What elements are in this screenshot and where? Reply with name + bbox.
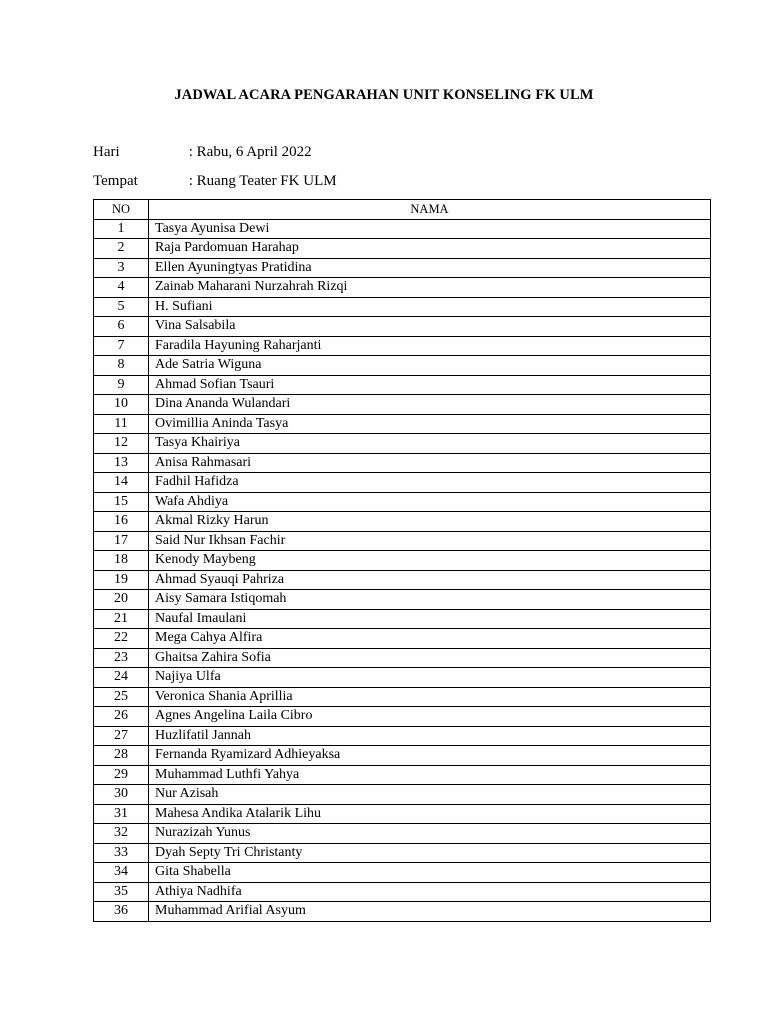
row-name-cell: Wafa Ahdiya (149, 492, 711, 512)
row-name-cell: Ellen Ayuningtyas Pratidina (149, 258, 711, 278)
row-number-cell: 18 (94, 551, 149, 571)
row-name-cell: Ahmad Syauqi Pahriza (149, 570, 711, 590)
row-number-cell: 13 (94, 453, 149, 473)
table-row (94, 765, 711, 785)
table-row (94, 492, 711, 512)
row-number-cell: 25 (94, 687, 149, 707)
row-name-cell: Akmal Rizky Harun (149, 512, 711, 532)
row-number-cell: 36 (94, 902, 149, 922)
row-number-cell: 9 (94, 375, 149, 395)
table-row (94, 531, 711, 551)
row-name-cell: Najiya Ulfa (149, 668, 711, 688)
table-row (94, 687, 711, 707)
table-row (94, 746, 711, 766)
row-number-cell: 2 (94, 239, 149, 259)
table-row (94, 434, 711, 454)
row-number-cell: 11 (94, 414, 149, 434)
row-number-cell: 15 (94, 492, 149, 512)
row-name-cell: Mahesa Andika Atalarik Lihu (149, 804, 711, 824)
row-name-cell: Nur Azisah (149, 785, 711, 805)
row-number-cell: 24 (94, 668, 149, 688)
table-row (94, 629, 711, 649)
row-number-cell: 35 (94, 882, 149, 902)
row-number-cell: 16 (94, 512, 149, 532)
table-row (94, 317, 711, 337)
row-name-cell: Agnes Angelina Laila Cibro (149, 707, 711, 727)
table-row (94, 278, 711, 298)
table-row (94, 590, 711, 610)
table-row (94, 863, 711, 883)
row-number-cell: 3 (94, 258, 149, 278)
row-number-cell: 26 (94, 707, 149, 727)
row-name-cell: Dyah Septy Tri Christanty (149, 843, 711, 863)
tempat-value: : Ruang Teater FK ULM (188, 173, 337, 189)
info-row-tempat (93, 172, 337, 190)
row-number-cell: 21 (94, 609, 149, 629)
row-number-cell: 27 (94, 726, 149, 746)
row-number-cell: 22 (94, 629, 149, 649)
row-number-cell: 23 (94, 648, 149, 668)
row-name-cell: Naufal Imaulani (149, 609, 711, 629)
row-name-cell: Athiya Nadhifa (149, 882, 711, 902)
row-name-cell: Tasya Khairiya (149, 434, 711, 454)
row-name-cell: Vina Salsabila (149, 317, 711, 337)
row-name-cell: Anisa Rahmasari (149, 453, 711, 473)
table-row (94, 609, 711, 629)
row-number-cell: 33 (94, 843, 149, 863)
row-number-cell: 19 (94, 570, 149, 590)
table-body (94, 219, 711, 921)
row-number-cell: 20 (94, 590, 149, 610)
row-number-cell: 12 (94, 434, 149, 454)
row-name-cell: Muhammad Luthfi Yahya (149, 765, 711, 785)
hari-value: : Rabu, 6 April 2022 (188, 144, 312, 160)
table-row (94, 785, 711, 805)
row-number-cell: 31 (94, 804, 149, 824)
row-number-cell: 5 (94, 297, 149, 317)
table-row (94, 648, 711, 668)
table-row (94, 219, 711, 239)
row-name-cell: Aisy Samara Istiqomah (149, 590, 711, 610)
row-name-cell: Dina Ananda Wulandari (149, 395, 711, 415)
row-number-cell: 34 (94, 863, 149, 883)
table-row (94, 726, 711, 746)
table-row (94, 824, 711, 844)
row-name-cell: Veronica Shania Aprillia (149, 687, 711, 707)
row-name-cell: Nurazizah Yunus (149, 824, 711, 844)
tempat-label: Tempat (93, 173, 138, 189)
row-name-cell: Ahmad Sofian Tsauri (149, 375, 711, 395)
row-number-cell: 6 (94, 317, 149, 337)
table-row (94, 239, 711, 259)
row-name-cell: Zainab Maharani Nurzahrah Rizqi (149, 278, 711, 298)
table-row (94, 707, 711, 727)
table-row (94, 297, 711, 317)
row-number-cell: 17 (94, 531, 149, 551)
table-row (94, 473, 711, 493)
table-row (94, 375, 711, 395)
attendee-table (93, 199, 711, 922)
column-header-nama: NAMA (149, 200, 711, 220)
info-row-hari (93, 143, 312, 161)
row-name-cell: Fernanda Ryamizard Adhieyaksa (149, 746, 711, 766)
table-row (94, 395, 711, 415)
document-title: JADWAL ACARA PENGARAHAN UNIT KONSELING FK ULM (174, 87, 594, 103)
row-number-cell: 28 (94, 746, 149, 766)
table-row (94, 570, 711, 590)
table-row (94, 902, 711, 922)
row-name-cell: Tasya Ayunisa Dewi (149, 219, 711, 239)
row-name-cell: Ghaitsa Zahira Sofia (149, 648, 711, 668)
row-name-cell: Muhammad Arifial Asyum (149, 902, 711, 922)
table-row (94, 258, 711, 278)
row-name-cell: Faradila Hayuning Raharjanti (149, 336, 711, 356)
table-row (94, 882, 711, 902)
table-row (94, 336, 711, 356)
table-row (94, 414, 711, 434)
row-number-cell: 8 (94, 356, 149, 376)
row-number-cell: 4 (94, 278, 149, 298)
table-row (94, 804, 711, 824)
row-name-cell: Huzlifatil Jannah (149, 726, 711, 746)
table-row (94, 551, 711, 571)
row-number-cell: 30 (94, 785, 149, 805)
row-number-cell: 10 (94, 395, 149, 415)
column-header-no: NO (94, 200, 149, 220)
row-number-cell: 14 (94, 473, 149, 493)
row-name-cell: Kenody Maybeng (149, 551, 711, 571)
row-name-cell: Ovimillia Aninda Tasya (149, 414, 711, 434)
table-row (94, 843, 711, 863)
row-number-cell: 7 (94, 336, 149, 356)
table-row (94, 453, 711, 473)
row-number-cell: 29 (94, 765, 149, 785)
row-name-cell: Gita Shabella (149, 863, 711, 883)
table-header-row (94, 200, 711, 220)
row-name-cell: Ade Satria Wiguna (149, 356, 711, 376)
table-row (94, 668, 711, 688)
row-name-cell: Raja Pardomuan Harahap (149, 239, 711, 259)
table-row (94, 512, 711, 532)
hari-label: Hari (93, 144, 120, 160)
row-number-cell: 32 (94, 824, 149, 844)
row-number-cell: 1 (94, 219, 149, 239)
row-name-cell: Mega Cahya Alfira (149, 629, 711, 649)
row-name-cell: H. Sufiani (149, 297, 711, 317)
row-name-cell: Said Nur Ikhsan Fachir (149, 531, 711, 551)
table-row (94, 356, 711, 376)
row-name-cell: Fadhil Hafidza (149, 473, 711, 493)
